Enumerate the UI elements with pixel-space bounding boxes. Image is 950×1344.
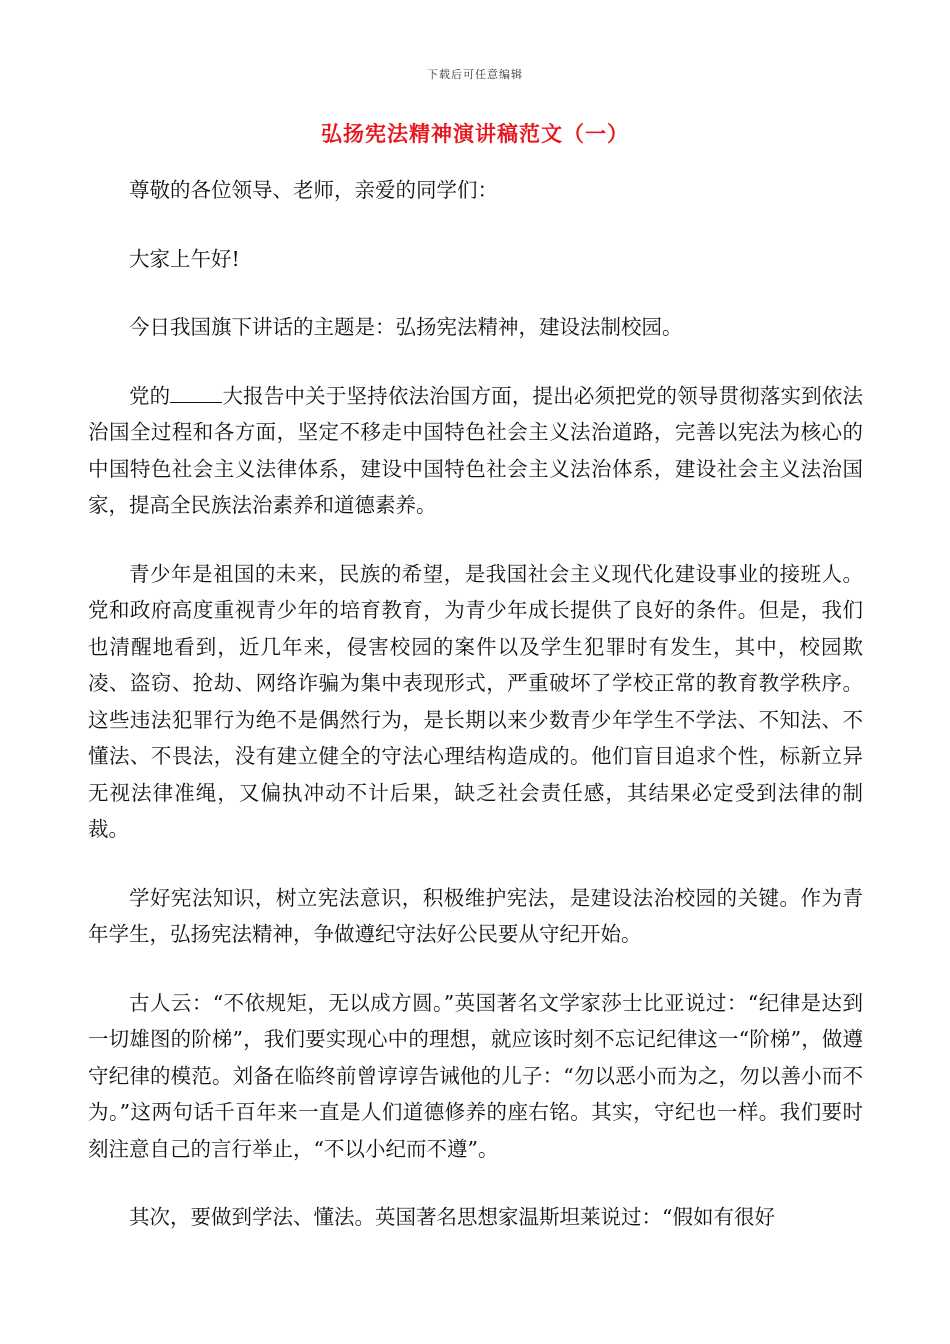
hello-paragraph: 大家上午好! xyxy=(129,246,240,271)
paragraph-1-rest: 大报告中关于坚持依法治国方面，提出必须把党的领导贯彻落实到依法治国全过程和各方面，坚定不移走中国特色社会主义法治道路，完善以宪法为核心的中国特色社会主义法律体系，建设中国特色社会主义法治体系，建设社会主义法治国家，提高全民族法治素养和道德素养。 xyxy=(88,383,864,517)
paragraph-1-start: 党的 xyxy=(129,383,171,408)
fill-in-blank xyxy=(170,384,222,403)
paragraph-1 xyxy=(88,378,863,524)
page-header-note: 下载后可任意编辑 xyxy=(427,68,523,81)
paragraph-5: 其次，要做到学法、懂法。英国著名思想家温斯坦莱说过：“假如有很好 xyxy=(129,1205,775,1229)
topic-paragraph: 今日我国旗下讲话的主题是：弘扬宪法精神，建设法制校园。 xyxy=(129,315,683,339)
greeting-paragraph: 尊敬的各位领导、老师，亲爱的同学们： xyxy=(129,178,498,202)
paragraph-3: 学好宪法知识，树立宪法意识，积极维护宪法，是建设法治校园的关键。作为青年学生，弘扬宪法精神，争做遵纪守法好公民要从守纪开始。 xyxy=(88,885,863,946)
paragraph-2: 青少年是祖国的未来，民族的希望，是我国社会主义现代化建设事业的接班人。党和政府高度重视青少年的培育教育，为青少年成长提供了良好的条件。但是，我们也清醒地看到，近几年来，侵害校园的案件以及学生犯罪时有发生，其中，校园欺凌、盗窃、抢劫、网络诈骗为集中表现形式，严重破坏了学校正常的教育教学秩序。这些违法犯罪行为绝不是偶然行为，是长期以来少数青少年学生不学法、不知法、不懂法、不畏法，没有建立健全的守法心理结构造成的。他们盲目追求个性，标新立异无视法律准绳，又偏执冲动不计后果，缺乏社会责任感，其结果必定受到法律的制裁。 xyxy=(88,561,863,841)
document-title: 弘扬宪法精神演讲稿范文（一） xyxy=(321,121,629,146)
paragraph-4: 古人云：“不依规矩，无以成方圆。”英国著名文学家莎士比亚说过：“纪律是达到一切雄图的阶梯”，我们要实现心中的理想，就应该时刻不忘记纪律这一“阶梯”，做遵守纪律的模范。刘备在临终前曾谆谆告诫他的儿子：“勿以恶小而为之，勿以善小而不为。”这两句话千百年来一直是人们道德修养的座右铭。其实，守纪也一样。我们要时刻注意自己的言行举止，“不以小纪而不遵”。 xyxy=(88,990,863,1161)
document-body xyxy=(88,172,863,1268)
